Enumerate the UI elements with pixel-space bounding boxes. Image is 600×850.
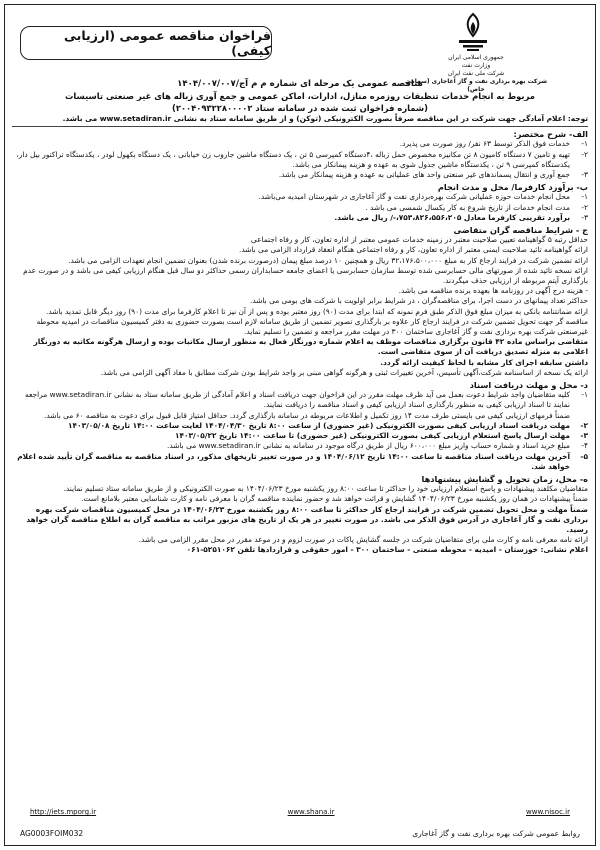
item-text: ضمناً فرمهای ارزیابی کیفی می بایستی طرف مدت ۱۴ روز تکمیل و اطلاعات مربوطه در سامانه بارگذاری گردد. حداقل امتیاز قابل قبول برای دعوت به مناقصه ۶۰ می باشد. [44,410,570,420]
paragraph: متقاضیان مکلفند پیشنهادات و پاسخ استعلام ارزیابی خود را حداکثر تا ساعت ۸:۰۰ روز یکشنبه مورخ ۱۴۰۴/۰۶/۲۳ به صورت الکترونیکی و از طریق سامانه ستاد تسلیم نمایند. [63,484,588,494]
paragraph: ضمناً پیشنهادات در همان روز یکشنبه مورخ ۱۴۰۴/۰۶/۲۳ گشایش و قرائت خواهد شد و حضور نماینده مناقصه گران با معرفی نامه و کارت شناسایی معتبر بلامانع است. [81,494,588,504]
item-text: مهلت ارسال پاسخ استعلام ارزیابی کیفی بصورت الکترونیکی (غیر حضوری) تا ساعت ۱۴:۰۰ تاریخ ۱۴۰۳/۰۵/۲۲ [174,431,570,441]
section-e-title: ه- محل، زمان تحویل و گشایش پیشنهادها [421,473,588,484]
item-text: مهلت دریافت اسناد ارزیابی کیفی بصورت الکترونیکی (غیر حضوری) از ساعت ۸:۰۰ تاریخ ۱۴۰۴/۰۴/۳۰ لغایت ساعت ۱۴:۰۰ تاریخ ۱۴۰۳/۰۵/۰۸ [68,420,570,430]
list-item [12,139,588,149]
list-item [12,170,588,180]
item-text: مبلغ خرید اسناد و شماره حساب واریز مبلغ ۶۰۰،۰۰۰ ریال از طریق درگاه موجود در سامانه به نشانی www.setadiran.ir می باشد. [167,441,570,451]
section-b-title: ب- برآورد کارفرما/ محل و مدت انجام [437,182,588,193]
item-number [574,411,588,421]
list-item [12,421,588,431]
tender-subject: مربوط به انجام خدمات تنظیفات روزمره منازل، ادارات، اماکن عمومی و جمع آوری زباله های غیر صنعتی تاسیسات [65,91,535,101]
item-number: ۳- [581,170,588,180]
item-number: ۲- [581,149,588,159]
item-number: ۳- [581,212,588,222]
company-line: شرکت ملی نفت ایران [447,70,505,77]
section-d-title: د- محل و مهلت دریافت اسناد [469,380,588,391]
item-text: تهیه و تامین ۷ دستگاه کامیون ۸ تن مکانیزه مخصوص حمل زباله ،۴دستگاه کمپرسی ۵ تن ، یک دستگاه ماشین جاروب زن خیابانی ، یک دستگاه بکهول لودر ، یکدستگاه تراکتور بیل دار، یکدستگاه کمپرسی ۹ تن ، یکدستگاه ماشین جدول شوی به عهده و هزینه پیمانکار می باشد. [16,149,570,169]
paragraph: متقاضی براساس ماده ۴۲ قانون برگزاری مناقصات موظف به اعلام شماره دورنگار فعال به منظور ارسال مکاتبات بوده و ارسال هرگونه مکاتبه به دورنگار اعلامی به منزله تصدیق دریافت آن از سوی متقاضی است. [33,337,588,357]
footer-links [30,808,570,816]
document-body [12,78,588,556]
list-item [12,411,588,421]
footer [10,806,590,840]
item-number: ۳- [580,431,588,441]
list-item [12,452,588,472]
tender-number: مناقصه عمومی یک مرحله ای شماره م م آج/۱۴۰۴/۰۰۷/۰۰۷ [177,79,423,89]
company-line: وزارت نفت [461,62,491,69]
list-item [12,390,588,410]
notice-title: فراخوان مناقصه عمومی (ارزیابی کیفی) [20,26,272,60]
list-item [12,203,588,213]
list-item [12,150,588,170]
item-number: ۴- [581,441,588,451]
paragraph: ارائه نسخه تائید شده از صورتهای مالی حسابرسی شده توسط سازمان حسابرسی یا اعضای جامعه حسابداران رسمی حداکثر دو سال قبل هنگام ارزیابی کیفی می باشد و در صورت عدم بارگذاری آیتم مربوطه از ارزیابی حذف میگردند. [23,265,588,286]
list-item [12,441,588,451]
nioc-logo-icon [450,10,496,54]
section-a-title: الف- شرح مختصر: [513,129,588,140]
paragraph: اعلام نشانی: خوزستان - امیدیه - محوطه صنعتی - ساختمان ۳۰۰ - امور حقوقی و قراردادها تلفن ۵۲۵۱۰۶۲-۰۶۱ [186,545,588,555]
item-number: ۱- [581,192,588,202]
list-item [12,213,588,223]
item-text: برآورد تقریبی کارفرما معادل ۷۵۳،۸۲۶،۵۵۶،۲۰۵،-/ ریال می باشد. [334,212,570,222]
paragraph: ارائه ضمانتنامه بانکی به میزان مبلغ فوق الذکر طبق فرم نمونه که ابتدا برای مدت (۹۰) روز معتبر بوده و پس از آن نیز تا اعلام کارفرما برای مدت (۹۰) روز دیگر قابل تمدید باشد. [45,306,588,316]
link-nisoc[interactable]: www.nisoc.ir [526,808,570,816]
link-iets[interactable]: http://iets.mporg.ir [30,808,97,816]
paragraph: ارائه یک نسخه از اساسنامه شرکت،آگهی تأسیس، آخرین تغییرات ثبتی و هرگونه گواهی مبنی بر واجد شرایط بودن شرکت مطابق با مفاد آگهی الزامی می باشد. [100,367,588,377]
paragraph: ارائه تضمین شرکت در فرایند ارجاع کار به مبلغ ۳۲،۱۷۶،۵۰۰،۰۰۰ ریال و همچنین ۱۰ درصد مبلغ پیمان (درصورت برنده شدن) بعنوان تضمین انجام تعهدات الزامی می باشد. [68,255,588,265]
paragraph: حداکثر تعداد پیمانهای در دست اجرا، برای مناقصه‌گران ، در شرایط برابر اولویت با شرکت های بومی می باشد. [249,296,588,306]
tender-registration: (شماره فراخوان ثبت شده در سامانه ستاد ۲۰۰۴۰۹۳۲۲۸۰۰۰۰۲) [172,103,428,113]
document-code: AG0003FOIM032 [20,829,84,838]
tender-notice: توجه: اعلام آمادگی جهت شرکت در این مناقصه صرفاً بصورت الکترونیکی (توکن) و از طریق سامانه ستاد به نشانی www.setadiran.ir می باشد. [62,114,588,123]
paragraph: ضمناً مهلت و محل تحویل تضمین شرکت در فرایند ارجاع کار حداکثر تا ساعت ۸:۰۰ روز یکشنبه مورخ ۱۴۰۴/۰۶/۲۳ در محل کمیسیون مناقصات شرکت بهره برداری نفت و گاز آغاجاری در آدرس فوق الذکر می باشد. در صورت تغییر در هر یک از تاریخ های مزبور مراتب به مناقصه گران به اطلاع مناقصه گران خواهد رسید. [26,504,588,534]
item-number: ۱- [581,390,588,400]
paragraph: ارائه گواهینامه تائید صلاحیت ایمنی معتبر از اداره تعاون، کار و رفاه اجتماعی هنگام انعقاد قرارداد الزامی می باشد. [238,245,588,255]
item-number: ۱- [581,139,588,149]
item-number: ۲- [580,420,588,430]
item-number: ۲- [581,202,588,212]
paragraph: حداقل رتبه ۵ گواهینامه تعیین صلاحیت معتبر در زمینه خدمات عمومی معتبر از اداره تعاون، کار و رفاه اجتماعی [250,235,588,245]
company-line: شرکت بهره برداری نفت و گاز آغاجاری (سهامی خاص) [404,78,548,93]
item-number: ۵- [580,451,588,461]
paragraph: داشتن سابقه اجرای کار مشابه با لحاظ کیفیت ارائه گردد. [380,357,588,367]
item-text: آخرین مهلت دریافت اسناد مناقصه تا ساعت ۱۴:۰۰ تاریخ ۱۴۰۴/۰۶/۱۲ و در صورت تغییر تاریخهای مذکور، در اسناد مناقصه به مناقصه گران تأیید شده اعلام خواهد شد. [17,451,570,471]
item-text: مدت انجام خدمات از تاریخ شروع به کار یکسال شمسی می باشد . [365,202,570,212]
item-text: جمع آوری و انتقال پسماندهای غیر صنعتی واحد های عملیاتی به عهده و هزینه پیمانکار می باشد. [278,170,570,180]
paragraph: ارائه نامه معرفی نامه و کارت ملی برای متقاضیان شرکت در جلسه گشایش پاکات در صورت لزوم و در موعد مقرر در محل مقرر الزامی می باشد. [138,535,588,545]
item-text: محل انجام خدمات حوزه عملیاتی شرکت بهره‌برداری نفت و گاز آغاجاری در شهرستان امیدیه می‌باشد. [258,192,570,202]
item-text: کلیه متقاضیان واجد شرایط دعوت بعمل می آید ظرف مهلت مقرر در این فراخوان جهت دریافت اسناد و اعلام آمادگی از طریق سامانه ستاد به نشانی www.setadiran.ir مراجعه نمایند تا اسناد ارزیابی کیفی به منظور بارگذاری اسناد ارزیابی کیفی و اسناد مناقصه را دریافت نمایند. [25,390,570,410]
paragraph: - هزینه درج آگهی در روزنامه ها بعهده برنده مناقصه می باشد. [398,286,588,296]
item-text: خدمات فوق الذکر توسط ۶۳ نفر/ روز صورت می پذیرد. [399,139,570,149]
company-line: جمهوری اسلامی ایران [448,54,504,61]
list-item [12,431,588,441]
section-c-title: ج - شرایط مناقصه گران متقاضی [453,225,588,236]
link-shana[interactable]: www.shana.ir [287,808,335,816]
paragraph: مناقصه گر جهت تحویل تضمین شرکت در فرایند ارجاع کار علاوه بر بارگذاری تصویر تضمین از طریق سامانه لازم است بصورت حضوری به دفتر کمیسیون مناقصات در امیدیه محوطه غیرصنعتی شرکت بهره برداری نفت و گاز آغاجاری ساختمان ۳۰۰ در مهلت مقرر مراجعه و تضمین را تسلیم نماید. [36,316,588,337]
divider [12,126,588,127]
public-relations-signature: روابط عمومی شرکت بهره برداری نفت و گاز آغاجاری [412,829,580,838]
list-item [12,192,588,202]
